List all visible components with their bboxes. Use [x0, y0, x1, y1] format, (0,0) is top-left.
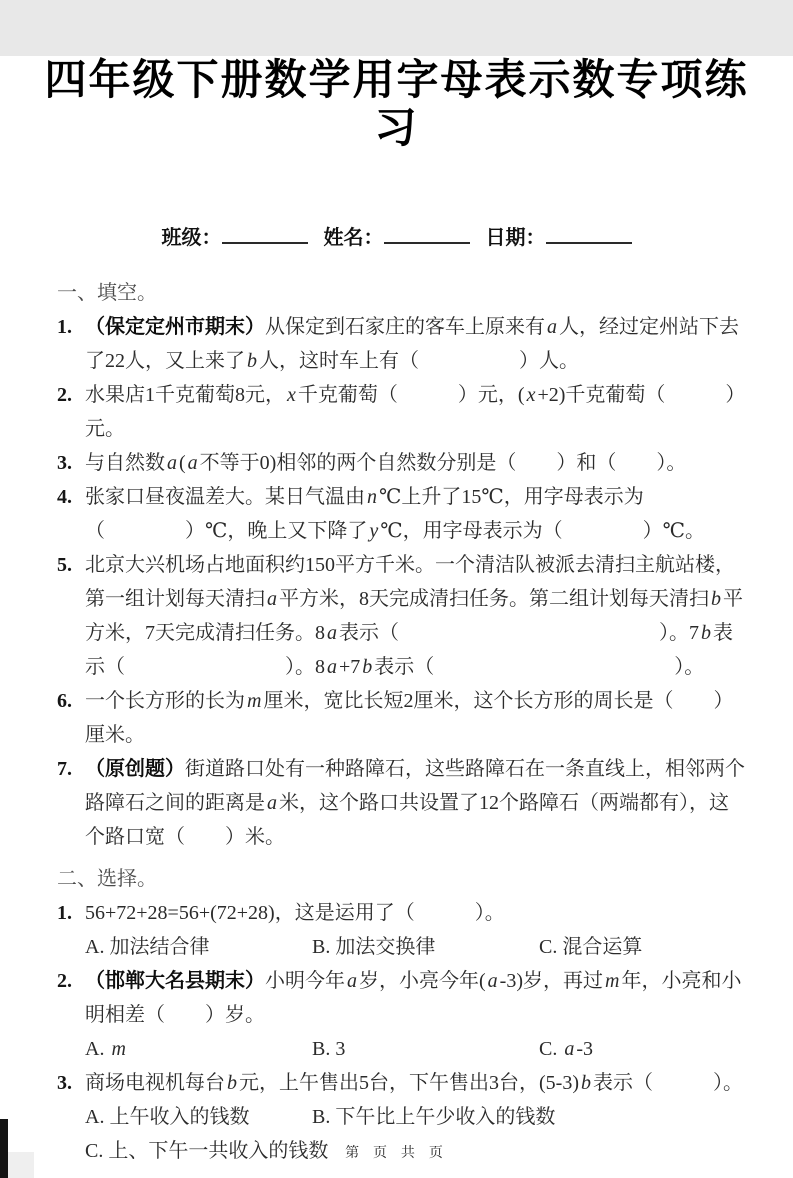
info-field — [486, 221, 632, 250]
text-segment: （邯郸大名县期末） — [85, 969, 265, 992]
question-number: 3. — [57, 1071, 72, 1094]
question-number: 7. — [57, 757, 72, 780]
text-segment: a — [347, 969, 357, 992]
text-segment: ℃，用字母表示为（ ）℃。 — [380, 519, 706, 542]
question-item — [57, 752, 745, 854]
question-item — [57, 480, 745, 548]
text-segment: 厘米，宽比长短2厘米，这个长方形的周长是（ ）厘米。 — [85, 689, 734, 746]
text-segment: a — [564, 1037, 575, 1060]
text-segment: -3)岁，再过 — [499, 969, 603, 992]
option — [85, 1100, 312, 1134]
text-segment: 千克葡萄（ ）元，( — [297, 383, 525, 406]
text-segment: m — [605, 969, 620, 992]
question-item — [57, 446, 745, 480]
option — [539, 1032, 745, 1066]
text-segment: 张家口昼夜温差大。某日气温由 — [85, 485, 365, 508]
info-field-label: 姓名： — [323, 226, 384, 249]
text-segment: 人，经过定州站下去了22人，又上来了 — [85, 315, 739, 372]
text-segment: 平方米，7天完成清扫任务。8 — [85, 587, 743, 644]
text-segment: a — [547, 315, 557, 338]
text-segment: a — [327, 621, 337, 644]
text-segment: 56+72+28=56+(72+28)，这是运用了（ ）。 — [85, 901, 505, 924]
text-segment: m — [247, 689, 262, 712]
text-segment: x — [526, 383, 536, 406]
text-segment: A. — [85, 1037, 110, 1060]
fill-in-blank[interactable] — [384, 222, 470, 244]
text-segment: y — [369, 519, 379, 542]
worksheet-body — [57, 276, 745, 1168]
question-text — [85, 902, 505, 924]
worksheet-page — [0, 56, 793, 1178]
text-segment: A. 上午收入的钱数 — [85, 1105, 250, 1128]
option — [539, 930, 745, 964]
text-segment: 北京大兴机场占地面积约150平方千米。一个清洁队被派去清扫主航站楼，第一组计划每天清扫 — [85, 553, 735, 610]
question-number: 6. — [57, 689, 72, 712]
text-segment: A. 加法结合律 — [85, 935, 210, 958]
question-text — [85, 690, 733, 746]
text-segment: C. — [539, 1037, 563, 1060]
section-heading: 二、选择。 — [57, 867, 157, 890]
text-segment: B. 3 — [312, 1037, 346, 1060]
question-text — [85, 316, 739, 372]
text-segment: 不等于0)相邻的两个自然数分别是（ ）和（ ）。 — [199, 451, 687, 474]
text-segment: 与自然数 — [85, 451, 165, 474]
option — [85, 1032, 312, 1066]
text-segment: b — [247, 349, 257, 372]
text-segment: 一个长方形的长为 — [85, 689, 245, 712]
question-text — [85, 554, 743, 678]
question-item — [57, 310, 745, 378]
text-segment: a — [487, 969, 498, 992]
text-segment: 小明今年 — [265, 969, 345, 992]
text-segment: a — [267, 587, 277, 610]
option — [85, 930, 312, 964]
info-field-label: 班级： — [161, 226, 222, 249]
text-segment: +7 — [339, 655, 361, 678]
question-number: 1. — [57, 315, 72, 338]
text-segment: a — [187, 451, 198, 474]
option — [312, 930, 539, 964]
info-field-label: 日期： — [485, 226, 546, 249]
text-segment: 人，这时车上有（ ）人。 — [259, 349, 579, 372]
text-segment: -3 — [576, 1037, 594, 1060]
page-footer: 第 页 共 页 — [345, 1144, 448, 1160]
question-item — [57, 684, 745, 752]
fill-in-blank[interactable] — [222, 222, 308, 244]
text-segment: m — [111, 1037, 126, 1060]
question-text — [85, 1072, 743, 1094]
scan-bar-artifact — [0, 1119, 8, 1178]
question-item — [57, 964, 745, 1032]
question-number: 2. — [57, 969, 72, 992]
text-segment: b — [580, 1071, 591, 1094]
text-segment: 商场电视机每台 — [85, 1071, 225, 1094]
question-item — [57, 548, 745, 684]
text-segment: a — [327, 655, 337, 678]
text-segment: （原创题） — [85, 757, 185, 780]
text-segment: x — [287, 383, 296, 406]
text-segment: 表示（ ）。8 — [85, 621, 733, 678]
question-text — [85, 758, 745, 848]
text-segment: 从保定到石家庄的客车上原来有 — [265, 315, 545, 338]
fill-in-blank[interactable] — [546, 222, 632, 244]
text-segment: a — [267, 791, 277, 814]
text-segment: B. 下午比上午少收入的钱数 — [312, 1105, 556, 1128]
text-segment: C. 上、下午一共收入的钱数 — [85, 1139, 329, 1162]
option — [312, 1032, 539, 1066]
question-text — [85, 452, 686, 474]
option — [312, 1100, 745, 1134]
text-segment: 水果店1千克葡萄8元， — [85, 383, 285, 406]
question-number: 4. — [57, 485, 72, 508]
question-number: 2. — [57, 383, 72, 406]
text-segment: 米，这个路口共设置了12个路障石（两端都有），这个路口宽（ ）米。 — [85, 791, 729, 848]
text-segment: 平方米，8天完成清扫任务。第二组计划每天清扫 — [279, 587, 709, 610]
text-segment: 年，小亮和小明相差（ ）岁。 — [85, 969, 742, 1026]
text-segment: 表示（ ）。 — [592, 1071, 743, 1094]
options-row — [57, 1100, 745, 1134]
section-heading: 一、填空。 — [57, 281, 157, 304]
question-number: 3. — [57, 451, 72, 474]
options-row — [57, 930, 745, 964]
student-info-row — [0, 221, 793, 250]
text-segment: b — [701, 621, 711, 644]
text-segment: n — [367, 485, 377, 508]
text-segment: 街道路口处有一种路障石，这些路障石在一条直线上，相邻两个路障石之间的距离是 — [85, 757, 745, 814]
text-segment: 表示（ ）。 — [374, 655, 705, 678]
question-number: 5. — [57, 553, 72, 576]
question-text — [85, 384, 735, 440]
question-item — [57, 1066, 745, 1100]
text-segment: +2)千克葡萄（ ）元。 — [85, 383, 736, 440]
text-segment: b — [227, 1071, 237, 1094]
text-segment: ℃上升了15℃，用字母表示为（ ）℃，晚上又下降了 — [85, 485, 644, 542]
text-segment: 岁，小亮今年( — [359, 969, 486, 992]
text-segment: （保定定州市期末） — [85, 315, 265, 338]
options-row — [57, 1032, 745, 1066]
question-item — [57, 378, 745, 446]
text-segment: 表示（ ）。7 — [339, 621, 699, 644]
question-number: 1. — [57, 901, 72, 924]
text-segment: b — [362, 655, 373, 678]
question-item — [57, 896, 745, 930]
question-text — [85, 486, 705, 542]
text-segment: a — [167, 451, 177, 474]
question-text — [85, 970, 741, 1026]
text-segment: ( — [179, 451, 186, 474]
text-segment: C. 混合运算 — [539, 935, 643, 958]
info-field — [324, 221, 470, 250]
text-segment: B. 加法交换律 — [312, 935, 436, 958]
page-title: 四年级下册数学用字母表示数专项练习 — [44, 56, 749, 152]
text-segment: b — [711, 587, 721, 610]
info-field — [162, 221, 308, 250]
text-segment: 元，上午售出5台，下午售出3台，(5-3) — [239, 1071, 579, 1094]
